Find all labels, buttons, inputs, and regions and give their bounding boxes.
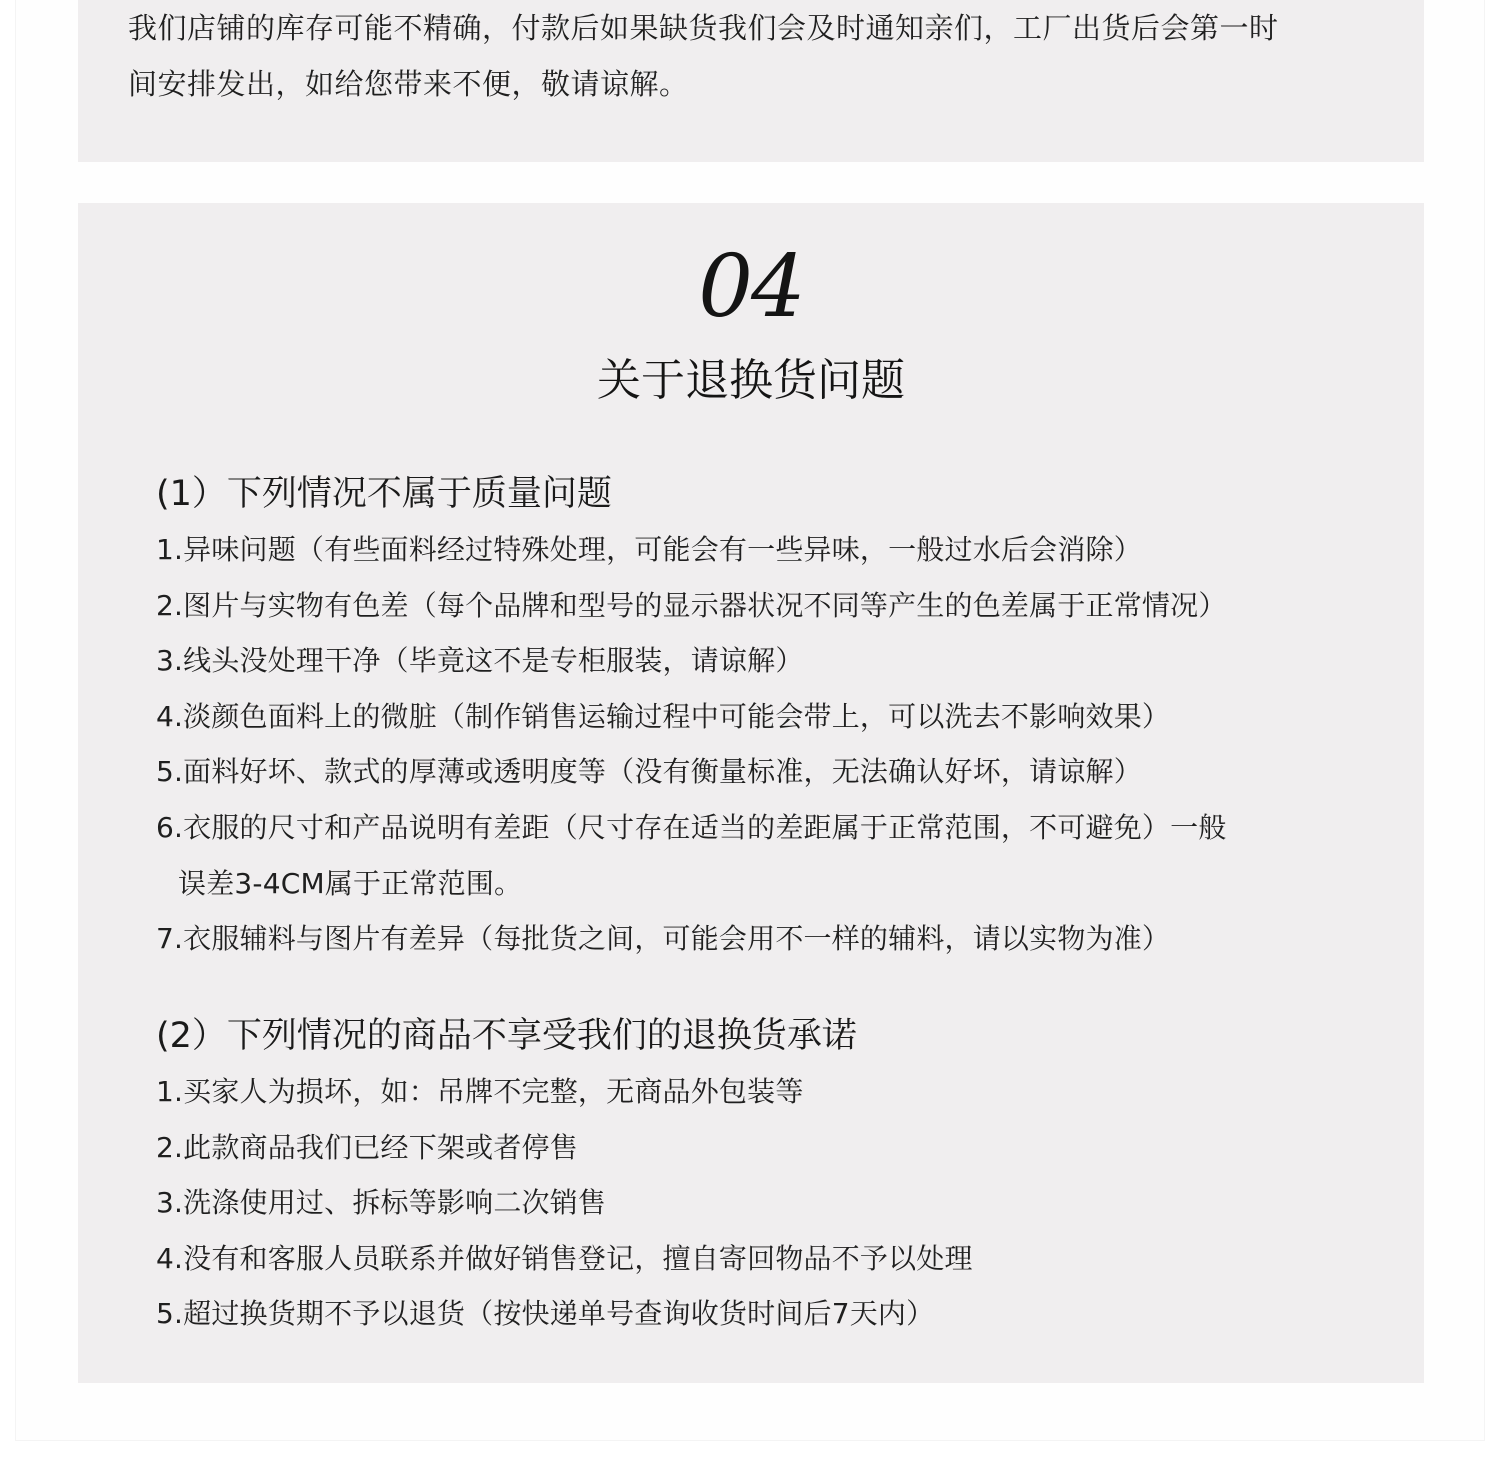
non-quality-issues-list [156,522,1376,967]
group-heading: (1）下列情况不属于质量问题 [156,474,612,514]
stock-notice-text [128,0,1378,112]
stock-notice-line-2: 间安排发出，如给您带来不便，敬请谅解。 [128,67,689,101]
list-item: 5.超过换货期不予以退货（按快递单号查询收货时间后7天内） [156,1297,935,1331]
list-item: 3.洗涤使用过、拆标等影响二次销售 [156,1186,607,1220]
returns-section-panel [78,203,1424,1383]
section-number: 04 [698,237,804,337]
section-title: 关于退换货问题 [597,355,905,406]
list-item: 2.图片与实物有色差（每个品牌和型号的显示器状况不同等产生的色差属于正常情况） [156,588,1227,622]
list-item: 7.衣服辅料与图片有差异（每批货之间，可能会用不一样的辅料，请以实物为准） [156,922,1171,956]
list-item: 6.衣服的尺寸和产品说明有差距（尺寸存在适当的差距属于正常范围，不可避免）一般 [156,810,1227,844]
list-item: 2.此款商品我们已经下架或者停售 [156,1130,578,1164]
list-item: 5.面料好坏、款式的厚薄或透明度等（没有衡量标准，无法确认好坏，请谅解） [156,755,1142,789]
stock-notice-panel [78,0,1424,162]
group-heading: (2）下列情况的商品不享受我们的退换货承诺 [156,1016,857,1056]
list-item-continuation: 误差3-4CM属于正常范围。 [178,866,523,900]
list-item: 1.买家人为损坏，如：吊牌不完整，无商品外包装等 [156,1075,804,1108]
list-item: 3.线头没处理干净（毕竟这不是专柜服装，请谅解） [156,644,804,678]
list-item: 1.异味问题（有些面料经过特殊处理，可能会有一些异味，一般过水后会消除） [156,533,1142,566]
list-item: 4.没有和客服人员联系并做好销售登记，擅自寄回物品不予以处理 [156,1241,973,1275]
no-return-conditions-list [156,1064,1376,1342]
non-quality-issues-group [156,466,1376,967]
list-item: 4.淡颜色面料上的微脏（制作销售运输过程中可能会带上，可以洗去不影响效果） [156,699,1171,733]
stock-notice-line-1: 我们店铺的库存可能不精确，付款后如果缺货我们会及时通知亲们，工厂出货后会第一时 [128,11,1279,45]
no-return-conditions-group [156,1008,1376,1342]
